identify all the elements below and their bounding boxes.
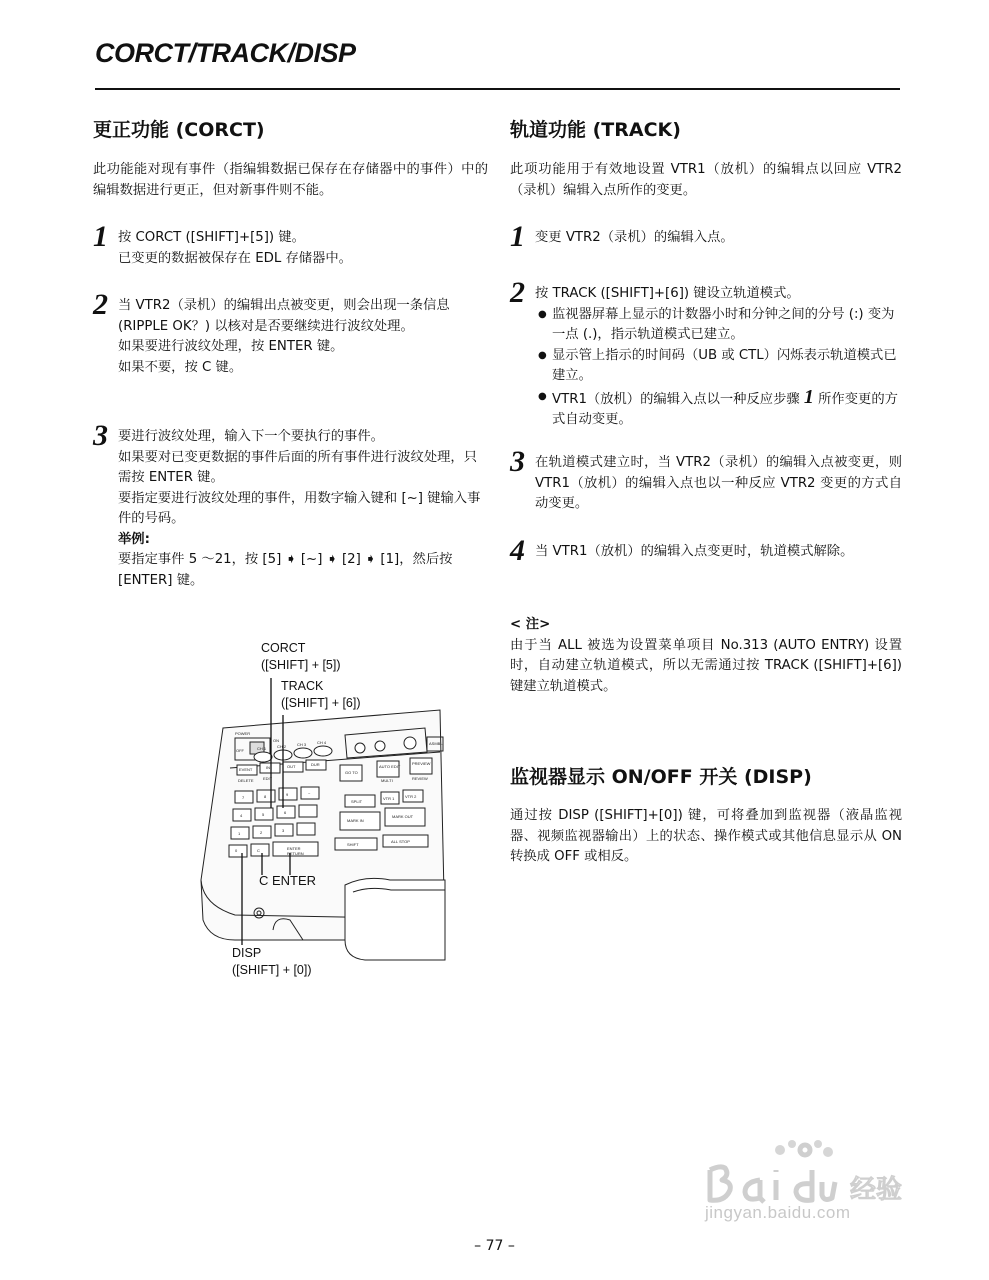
step-line: 要进行波纹处理，输入下一个要执行的事件。 — [118, 429, 384, 444]
step-number: 2 — [510, 276, 525, 309]
bullet-item: ● 监视器屏幕上显示的计数器小时和分钟之间的分号 (:) 变为一点 (.)，指示轨道模式已建立。 — [535, 305, 902, 346]
panel-label: ALL STOP — [391, 839, 410, 844]
panel-label: 5 — [262, 812, 265, 817]
track-intro: 此项功能用于有效地设置 VTR1（放机）的编辑点以回应 VTR2（录机）编辑入点所作的变更。 — [510, 162, 902, 198]
step-number: 2 — [93, 288, 108, 321]
corct-intro: 此功能能对现有事件（指编辑数据已保存在存储器中的事件）中的编辑数据进行更正，但对新事件则不能。 — [93, 162, 488, 198]
page-number: – 77 – — [474, 1238, 515, 1254]
panel-label: VTR 2 — [405, 794, 417, 799]
corct-step-1 — [93, 220, 488, 269]
panel-label: GO TO — [345, 770, 358, 775]
panel-label: EDIT — [263, 776, 273, 781]
step-line: 如果要对已变更数据的事件后面的所有事件进行波纹处理，只需按 ENTER 键。 — [118, 449, 478, 485]
panel-label: OUT — [287, 764, 296, 769]
panel-label: REVIEW — [412, 776, 428, 781]
track-heading: 轨道功能 (TRACK) — [510, 119, 681, 141]
note-label: < 注> — [510, 617, 551, 632]
panel-label: PREVIEW — [412, 761, 431, 766]
watermark-url: jingyan.baidu.com — [705, 1203, 851, 1222]
baidu-watermark-logo — [700, 1140, 940, 1250]
track-bullets — [535, 305, 902, 431]
track-note — [510, 615, 902, 697]
panel-label: CH 3 — [297, 742, 307, 747]
step-number: 1 — [93, 220, 108, 253]
c-enter-callout: C ENTER — [259, 873, 317, 888]
corct-callout: CORCT ([SHIFT] + [5]) — [261, 641, 341, 672]
panel-label: ~ — [308, 791, 311, 796]
bullet-item: ● VTR1（放机）的编辑入点以一种反应步骤 1 所作变更的方式自动变更。 — [535, 387, 902, 431]
step-line: 已变更的数据被保存在 EDL 存储器中。 — [118, 250, 352, 266]
track-step-4 — [510, 534, 902, 567]
disp-callout: DISP ([SHIFT] + [0]) — [232, 946, 312, 977]
step-line: 变更 VTR2（录机）的编辑入点。 — [535, 230, 734, 245]
bullet-item: ● 显示管上指示的时间码（UB 或 CTL）闪烁表示轨道模式已建立。 — [535, 346, 902, 387]
panel-label: POWER — [235, 731, 251, 736]
panel-label: ENTER — [287, 846, 301, 851]
panel-label: MARK OUT — [392, 814, 414, 819]
panel-label: AUTO EDIT — [379, 764, 401, 769]
panel-label: ASMBL — [429, 741, 443, 746]
step-number: 4 — [510, 534, 525, 567]
step-line: 在轨道模式建立时，当 VTR2（录机）的编辑入点被变更，则 VTR1（放机）的编辑入点也以一种反应 VTR2 变更的方式自动变更。 — [535, 455, 902, 511]
panel-label: DUR — [311, 762, 320, 767]
panel-label: DELETE — [238, 778, 254, 783]
corct-step-3 — [93, 419, 488, 591]
panel-label: 2 — [260, 830, 263, 835]
step-line: 当 VTR2（录机）的编辑出点被变更，则会出现一条信息 (RIPPLE OK？) 以核对是否要继续进行波纹处理。 — [118, 298, 450, 334]
step-line: 要指定要进行波纹处理的事件，用数字输入键和 [~] 键输入事件的号码。 — [118, 490, 481, 526]
step-line: 按 CORCT ([SHIFT]+[5]) 键。 — [118, 230, 305, 245]
panel-label: 4 — [240, 813, 243, 818]
title-rule — [95, 88, 900, 90]
step-line: 按 TRACK ([SHIFT]+[6]) 键设立轨道模式。 — [535, 286, 800, 301]
step-line: 当 VTR1（放机）的编辑入点变更时，轨道模式解除。 — [535, 544, 854, 559]
example-label: 举例: — [118, 531, 150, 547]
keyboard-figure — [195, 640, 455, 985]
panel-label: 9 — [286, 792, 289, 797]
panel-label: CH 2 — [277, 744, 287, 749]
track-callout: TRACK ([SHIFT] + [6]) — [281, 679, 361, 710]
step-number: 3 — [93, 419, 108, 452]
panel-label: RETURN — [287, 851, 304, 856]
panel-label: EVENT — [239, 767, 253, 772]
panel-label: 3 — [282, 828, 285, 833]
panel-label: 6 — [284, 810, 287, 815]
corct-step-2 — [93, 288, 488, 378]
step-line: 如果不要，按 C 键。 — [118, 359, 243, 375]
panel-label: ON — [273, 738, 279, 743]
panel-label: 7 — [242, 795, 245, 800]
panel-label: C — [257, 848, 260, 853]
track-step-3 — [510, 445, 902, 515]
step-number: 3 — [510, 445, 525, 478]
panel-label: CH 1 — [257, 746, 267, 751]
svg-text:经验: 经验 — [850, 1175, 903, 1205]
panel-label: VTR 1 — [383, 796, 395, 801]
panel-label: MULTI — [381, 778, 393, 783]
note-text: 由于当 ALL 被选为设置菜单项目 No.313 (AUTO ENTRY) 设置时，自动建立轨道模式，所以无需通过按 TRACK ([SHIFT]+[6]) 键建立轨道模式。 — [510, 637, 902, 694]
panel-label: 1 — [238, 831, 241, 836]
corct-heading: 更正功能 (CORCT) — [93, 119, 265, 141]
panel-label: IN — [266, 765, 270, 770]
panel-label: SPLIT — [351, 799, 363, 804]
disp-heading: 监视器显示 ON/OFF 开关 (DISP) — [510, 766, 812, 788]
panel-label: CH 4 — [317, 740, 327, 745]
example-text: 要指定事件 5 ～21，按 [5] ➧ [~] ➧ [2] ➧ [1]，然后按 [ENTER] 键。 — [118, 552, 453, 588]
panel-label: SHIFT — [347, 842, 359, 847]
panel-label: 0 — [235, 848, 238, 853]
page-title: CORCT/TRACK/DISP — [95, 38, 356, 68]
panel-label: 8 — [264, 794, 267, 799]
step-number: 1 — [510, 220, 525, 253]
track-step-1 — [510, 220, 902, 253]
step-line: 如果要进行波纹处理，按 ENTER 键。 — [118, 339, 344, 354]
track-step-2 — [510, 276, 902, 431]
panel-label: OFF — [236, 748, 244, 753]
disp-text: 通过按 DISP ([SHIFT]+[0]) 键，可将叠加到监视器（液晶监视器、视频监视器输出）上的状态、操作模式或其他信息显示从 ON 转换成 OFF 或相反。 — [510, 808, 902, 864]
panel-label: MARK IN — [347, 818, 364, 823]
